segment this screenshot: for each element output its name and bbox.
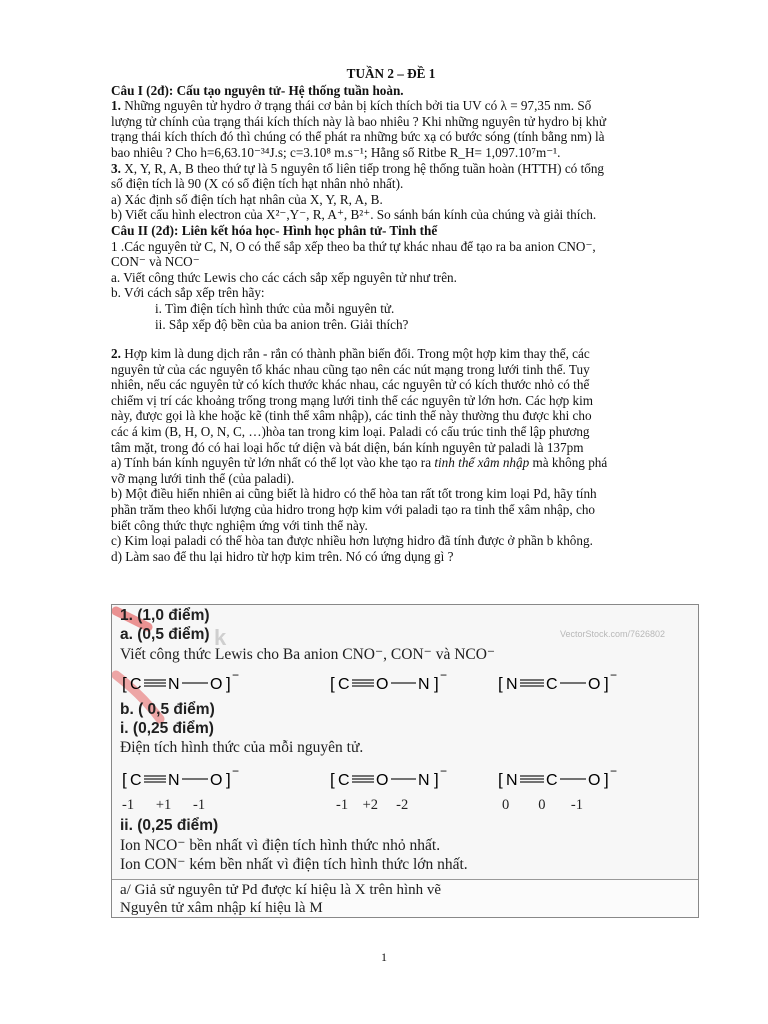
q2-1-part-b-ii: ii. Sắp xếp độ bền của ba anion trên. Giải thích?	[155, 316, 409, 332]
q2-1-line2: CON⁻ và NCO⁻	[111, 254, 200, 270]
svg-text:−: −	[232, 765, 240, 778]
svg-text:O: O	[376, 676, 389, 693]
ans-line-10: a/ Giả sử nguyên tử Pd được kí hiệu là X trên hình vẽ	[120, 882, 442, 898]
q2-1-part-a: a. Viết công thức Lewis cho các cách sắp xếp nguyên tử như trên.	[111, 269, 457, 285]
q2-2-part-d: d) Làm sao để thu lại hidro từ hợp kim trên. Nó có ứng dụng gì ?	[111, 548, 454, 564]
q2-2-line3: nhiên, nếu các nguyên tử có kích thước khác nhau, các nguyên tử có kích thước nhỏ có thể	[111, 377, 590, 393]
ans-line-6: Điện tích hình thức của mỗi nguyên tử.	[120, 739, 364, 756]
q1-para1-text: Những nguyên tử hydro ở trạng thái cơ bản bị kích thích bởi tia UV có λ = 97,35 nm. Số	[124, 98, 592, 114]
svg-text:O: O	[588, 676, 601, 693]
svg-text:]: ]	[226, 770, 231, 789]
lewis-nco	[498, 669, 617, 693]
q2-2-line1	[111, 346, 671, 362]
q2-2-line6: các á kim (B, H, O, N, C, …)hòa tan trong kim loại. Paladi có cấu trúc tinh thể lập phương	[111, 424, 590, 440]
q1-para1-line2: lượng tử chính của trạng thái kích thích này là bao nhiêu ? Khi những nguyên tử hydro bị khử	[111, 113, 607, 129]
q2-2-text: Hợp kim là dung dịch rắn - rắn có thành phần biến đổi. Trong một hợp kim thay thế, các	[124, 346, 590, 362]
q2-2-part-b-line3: biết công thức thực nghiệm ứng với tinh thể này.	[111, 517, 368, 533]
q2-2-part-b-line2: phần trăm theo khối lượng của hidro trong hợp kim với paladi tạo ra tinh thể xâm nhập, cho	[111, 502, 596, 518]
q1-part-b: b) Viết cấu hình electron của X²⁻,Y⁻, R, A⁺, B²⁺. So sánh bán kính của chúng và giải thích.	[111, 207, 597, 223]
svg-text:]: ]	[434, 770, 439, 789]
ans-line-11: Nguyên tử xâm nhập kí hiệu là M	[120, 900, 323, 916]
page-title: TUẦN 2 – ĐỀ 1	[346, 66, 436, 81]
svg-text:]: ]	[434, 674, 439, 693]
svg-text:−: −	[440, 765, 448, 778]
q1-para1-line4: bao nhiêu ? Cho h=6,63.10⁻³⁴J.s; c=3.10⁸ m.s⁻¹; Hằng số Ritbe R_H= 1,097.10⁷m⁻¹.	[111, 144, 561, 160]
q1-para3-text: X, Y, R, A, B theo thứ tự là 5 nguyên tố liên tiếp trong hệ thống tuần hoàn (HTTH) có tổng	[124, 160, 605, 176]
formal-charges-con: -1 +2 -2	[336, 797, 409, 813]
svg-text:C: C	[546, 772, 558, 789]
svg-text:[: [	[498, 770, 503, 789]
svg-text:−: −	[610, 669, 618, 682]
document-body	[111, 66, 671, 564]
svg-text:]: ]	[604, 770, 609, 789]
formal-charges-cno: -1 +1 -1	[122, 797, 206, 813]
q2-2-a-post: mà không phá	[529, 455, 608, 471]
svg-text:]: ]	[604, 674, 609, 693]
page-number: 1	[381, 950, 387, 964]
answer-image-panel	[112, 605, 698, 879]
svg-text:O: O	[210, 676, 223, 693]
svg-text:C: C	[130, 772, 142, 789]
svg-text:−: −	[440, 669, 448, 682]
svg-text:[: [	[498, 674, 503, 693]
watermark-text: VectorStock.com/7626802	[560, 629, 666, 639]
svg-text:C: C	[546, 676, 558, 693]
lewis-con-2	[330, 765, 447, 789]
ans-line-1: 1. (1,0 điểm)	[120, 607, 210, 624]
q2-2-number: 2.	[111, 346, 121, 362]
q2-2-a-italic: tinh thể xâm nhập	[434, 455, 530, 471]
svg-text:[: [	[330, 770, 335, 789]
q1-para1-line1	[111, 98, 671, 114]
svg-text:N: N	[506, 772, 518, 789]
q2-2-part-c: c) Kim loại paladi có thể hòa tan được nhiều hơn lượng hidro đã tính được ở phần b không.	[111, 533, 593, 549]
lewis-cno	[122, 669, 239, 693]
svg-text:[: [	[330, 674, 335, 693]
ans-line-5: i. (0,25 điểm)	[120, 720, 214, 737]
question-2-heading: Câu II (2đ): Liên kết hóa học- Hình học phân tử- Tinh thể	[111, 222, 438, 238]
svg-text:O: O	[588, 772, 601, 789]
q1-para3-line2: số điện tích là 90 (X có số điện tích hạt nhân nhỏ nhất).	[111, 176, 404, 192]
lewis-structures-row1	[120, 669, 680, 697]
ans-line-8: Ion NCO⁻ bền nhất vì điện tích hình thức nhỏ nhất.	[120, 837, 441, 854]
question-1-heading: Câu I (2đ): Cấu tạo nguyên tử- Hệ thống tuần hoàn.	[111, 82, 404, 98]
ans-line-9: Ion CON⁻ kém bền nhất vì điện tích hình thức lớn nhất.	[120, 856, 468, 873]
svg-text:]: ]	[226, 674, 231, 693]
watermark-letter: k	[214, 625, 227, 650]
q2-2-line2: nguyên tử của các nguyên tố khác nhau cũng tạo nên các nút mạng trong lưới tinh thể. Tuy	[111, 361, 590, 377]
svg-text:N: N	[168, 772, 180, 789]
svg-text:[: [	[122, 770, 127, 789]
q2-2-line5: này, được gọi là khe hoặc kẽ (tinh thể xâm nhập), các tinh thể này thường thu được khi cho	[111, 408, 592, 424]
svg-text:N: N	[418, 772, 430, 789]
q1-para1-number: 1.	[111, 98, 121, 114]
q2-2-line4: chiếm vị trí các khoảng trống trong mạng lưới tinh thể các nguyên tử lớn hơn. Các hợp kim	[111, 392, 594, 408]
svg-text:N: N	[418, 676, 430, 693]
svg-text:C: C	[130, 676, 142, 693]
ans-line-7: ii. (0,25 điểm)	[120, 817, 219, 834]
svg-text:N: N	[506, 676, 518, 693]
svg-text:C: C	[338, 772, 350, 789]
lewis-nco-2	[498, 765, 617, 789]
svg-text:−: −	[610, 765, 618, 778]
q1-para3-number: 3.	[111, 160, 121, 176]
q2-2-a-pre: a) Tính bán kính nguyên tử lớn nhất có thể lọt vào khe tạo ra	[111, 455, 435, 471]
q2-1-line1: 1 .Các nguyên tử C, N, O có thể sắp xếp theo ba thứ tự khác nhau để tạo ra ba anion CNO⁻,	[111, 238, 596, 254]
svg-text:[: [	[122, 674, 127, 693]
svg-text:N: N	[168, 676, 180, 693]
q1-para3-line1	[111, 161, 671, 177]
ans-line-3: Viết công thức Lewis cho Ba anion CNO⁻, CON⁻ và NCO⁻	[120, 646, 496, 663]
lewis-con	[330, 669, 447, 693]
q2-2-part-b-line1: b) Một điều hiển nhiên ai cũng biết là hidro có thể hòa tan rất tốt trong kim loại Pd, hãy tính	[111, 486, 597, 502]
formal-charges-nco: 0 0 -1	[502, 797, 583, 813]
q1-part-a: a) Xác định số điện tích hạt nhân của X, Y, R, A, B.	[111, 191, 383, 207]
svg-text:O: O	[376, 772, 389, 789]
q2-1-part-b: b. Với cách sắp xếp trên hãy:	[111, 285, 265, 301]
q2-2-part-a-line2: vỡ mạng lưới tinh thể (của paladi).	[111, 470, 295, 486]
paragraph-gap	[111, 332, 671, 346]
q2-2-part-a-line1	[111, 455, 671, 471]
q2-1-part-b-i: i. Tìm điện tích hình thức của mỗi nguyên tử.	[155, 300, 395, 316]
svg-text:C: C	[338, 676, 350, 693]
q2-2-line7: tâm mặt, trong đó có hai loại hốc tứ diện và bát diện, bán kính nguyên tử paladi là 137pm	[111, 439, 584, 455]
svg-text:O: O	[210, 772, 223, 789]
lewis-cno-2	[122, 765, 239, 789]
lewis-structures-row2	[120, 765, 680, 793]
svg-text:−: −	[232, 669, 240, 682]
ans-line-2: a. (0,5 điểm)	[120, 626, 210, 643]
answer-image-bottom-box	[112, 879, 698, 918]
answer-screenshot-image	[111, 604, 699, 918]
ans-line-4: b. ( 0,5 điểm)	[120, 701, 215, 718]
q1-para1-line3: trạng thái kích thích đó thì chúng có thể phát ra những bức xạ có bước sóng (tính bằng nm) là	[111, 129, 605, 145]
